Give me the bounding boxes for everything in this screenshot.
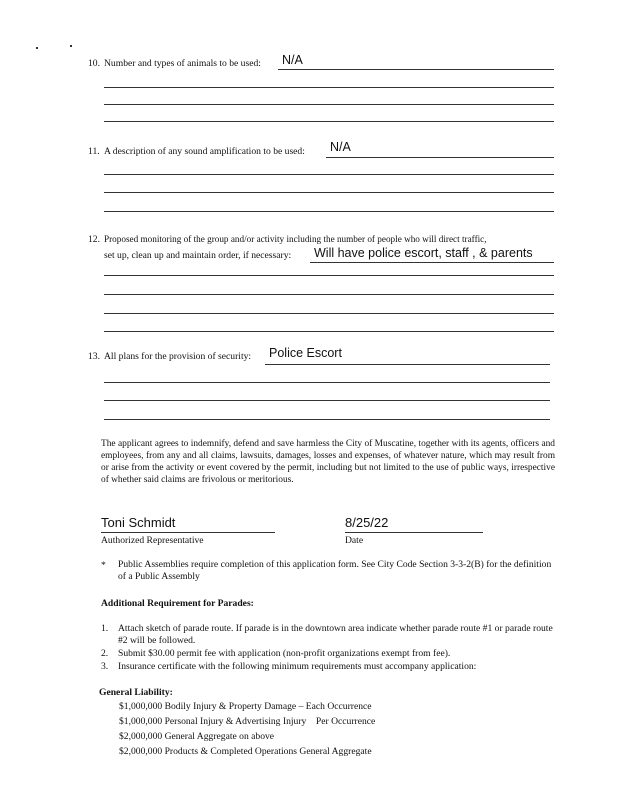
parade-step: Insurance certificate with the following minimum requirements must accompany application: xyxy=(118,661,477,672)
answer-line xyxy=(104,382,550,383)
scan-speck xyxy=(70,45,72,47)
answer-line xyxy=(104,294,554,295)
liability-item: $1,000,000 Personal Injury & Advertising Injury Per Occurrence xyxy=(119,716,376,727)
item-label: All plans for the provision of security: xyxy=(104,351,252,362)
item-label: Number and types of animals to be used: xyxy=(104,58,261,69)
parades-heading: Additional Requirement for Parades: xyxy=(101,598,254,609)
step-number: 1. xyxy=(101,623,109,634)
liability-item: $1,000,000 Bodily Injury & Property Damage – Each Occurrence xyxy=(119,701,372,712)
answer-line xyxy=(104,331,554,332)
answer-line xyxy=(310,262,554,263)
parade-step: Submit $30.00 permit fee with application (non-profit organizations exempt from fee). xyxy=(118,648,451,659)
answer-animals[interactable]: N/A xyxy=(282,53,303,67)
date-line xyxy=(345,532,483,533)
liability-heading: General Liability: xyxy=(99,687,173,698)
answer-sound[interactable]: N/A xyxy=(330,140,351,154)
step-number: 3. xyxy=(101,661,109,672)
item-number: 10. xyxy=(88,58,100,69)
answer-line xyxy=(104,121,554,122)
answer-monitoring[interactable]: Will have police escort, staff , & parents xyxy=(314,246,533,260)
answer-security[interactable]: Police Escort xyxy=(269,346,342,360)
answer-line xyxy=(104,275,554,276)
item-number: 13. xyxy=(88,351,100,362)
answer-line xyxy=(104,313,554,314)
indemnity-clause: The applicant agrees to indemnify, defend and save harmless the City of Muscatine, together with its agents, officers and employees, from any and all claims, lawsuits, damages, losses and expenses, of whatever nature, which may result from or arise from the activity or event covered by the permit, including but not limited to the use of public ways, irrespective of whether said claims are frivolous or meritorious. xyxy=(101,439,555,485)
item-number: 11. xyxy=(88,146,100,157)
answer-line xyxy=(104,104,554,105)
item-label: Proposed monitoring of the group and/or activity including the number of people who will direct traffic, xyxy=(104,234,487,244)
representative-name[interactable]: Toni Schmidt xyxy=(101,515,176,530)
liability-item: $2,000,000 Products & Completed Operations General Aggregate xyxy=(119,746,372,757)
item-number: 12. xyxy=(88,234,100,245)
answer-line xyxy=(278,69,554,70)
scan-speck xyxy=(36,47,38,49)
date-label: Date xyxy=(345,535,364,546)
answer-line xyxy=(104,211,554,212)
signature-line xyxy=(101,532,275,533)
footnote-marker: * xyxy=(101,560,106,571)
answer-line xyxy=(104,87,554,88)
answer-line xyxy=(104,419,550,420)
answer-line xyxy=(104,174,554,175)
answer-line xyxy=(104,400,550,401)
answer-line xyxy=(104,192,554,193)
step-number: 2. xyxy=(101,648,109,659)
item-label: A description of any sound amplification to be used: xyxy=(104,146,305,157)
answer-line xyxy=(265,364,550,365)
item-label-cont: set up, clean up and maintain order, if necessary: xyxy=(104,250,292,261)
parade-step: Attach sketch of parade route. If parade is in the downtown area indicate whether parade route #1 or parade route #2 will be followed. xyxy=(118,623,553,646)
answer-line xyxy=(326,157,554,158)
representative-label: Authorized Representative xyxy=(101,535,204,546)
liability-item: $2,000,000 General Aggregate on above xyxy=(119,731,275,742)
footnote-text: Public Assemblies require completion of this application form. See City Code Section 3-3-2(B) for the definition of a Public Assembly xyxy=(118,559,552,582)
signature-date[interactable]: 8/25/22 xyxy=(345,515,389,530)
